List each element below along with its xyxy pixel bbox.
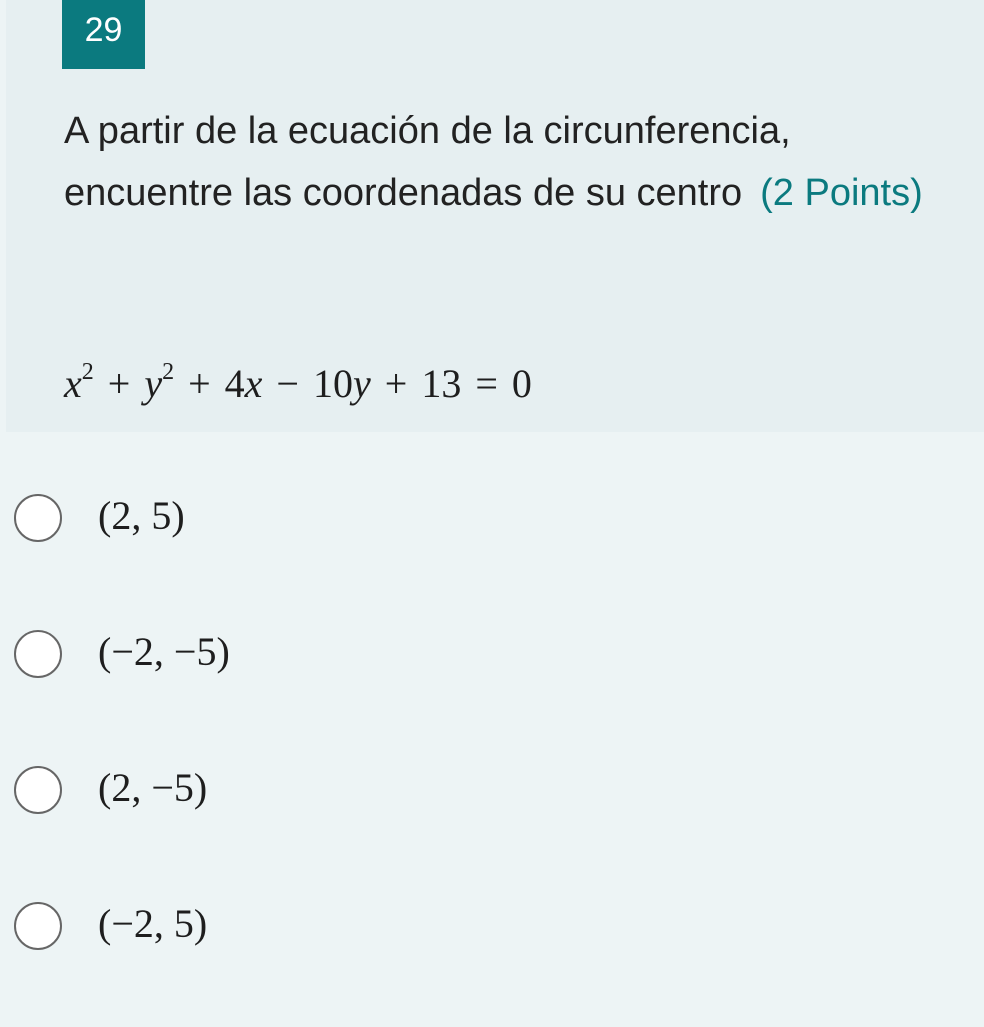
- question-number-badge: 29: [62, 0, 145, 69]
- eq-y: y: [144, 361, 163, 406]
- circle-equation: [64, 360, 532, 407]
- radio-button-icon[interactable]: [14, 494, 62, 542]
- eq-constant: 13: [421, 361, 462, 406]
- answer-option-1[interactable]: [14, 488, 614, 548]
- eq-equals: =: [475, 361, 498, 406]
- answer-option-3[interactable]: [14, 760, 614, 820]
- eq-rhs: 0: [511, 361, 532, 406]
- answer-option-4[interactable]: [14, 896, 614, 956]
- eq-y-exponent: 2: [162, 359, 175, 385]
- points-label: (2 Points): [760, 172, 923, 214]
- question-text-block: [64, 100, 964, 224]
- answer-option-label: (2, 5): [98, 493, 185, 538]
- eq-x: x: [64, 361, 82, 406]
- eq-term3-coef: 4: [224, 361, 245, 406]
- answer-option-label: (−2, 5): [98, 901, 208, 946]
- eq-plus-1: +: [107, 361, 131, 406]
- answer-option-label: (−2, −5): [98, 629, 230, 674]
- radio-button-icon[interactable]: [14, 902, 62, 950]
- radio-button-icon[interactable]: [14, 766, 62, 814]
- question-text: A partir de la ecuación de la circunferencia, encuentre las coordenadas de su centro: [64, 110, 791, 214]
- eq-plus-2: +: [188, 361, 211, 406]
- eq-term4-var: y: [352, 361, 371, 406]
- eq-minus: −: [276, 361, 299, 406]
- radio-button-icon[interactable]: [14, 630, 62, 678]
- eq-term4-coef: 10: [312, 361, 353, 406]
- eq-plus-3: +: [384, 361, 408, 406]
- answer-option-2[interactable]: [14, 624, 614, 684]
- answer-option-label: (2, −5): [98, 765, 208, 810]
- eq-x-exponent: 2: [81, 359, 94, 385]
- eq-term3-var: x: [244, 361, 263, 406]
